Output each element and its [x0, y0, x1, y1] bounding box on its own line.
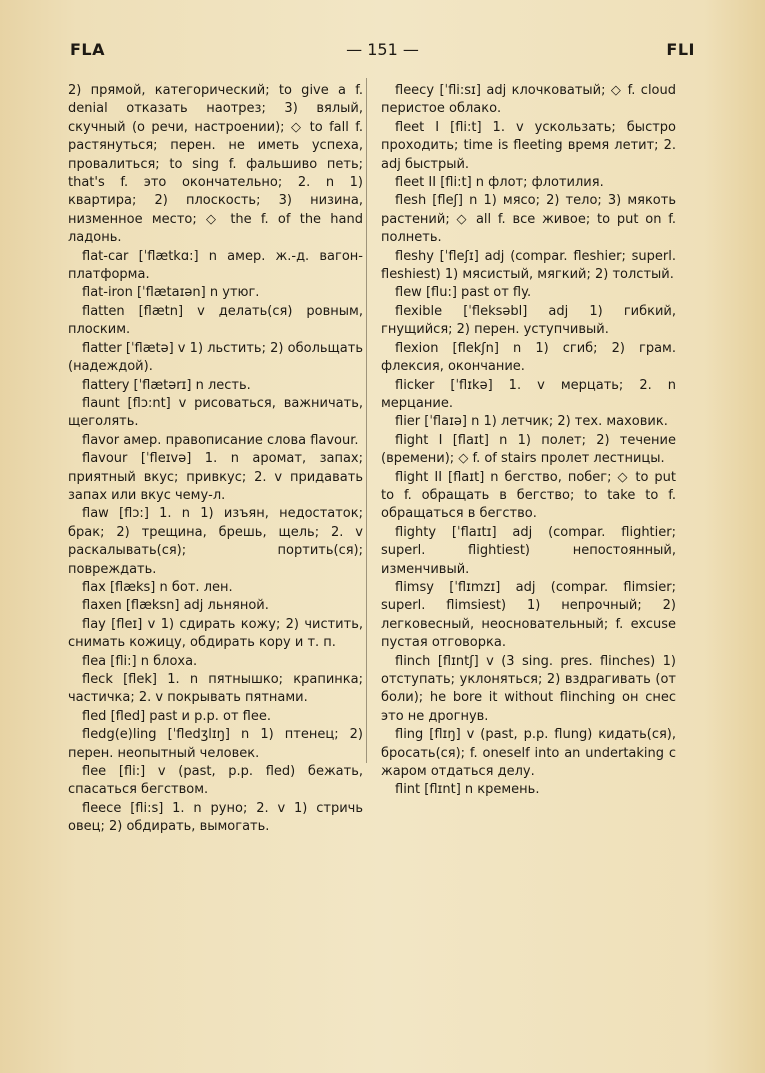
dictionary-entry: fled [fled] past и p.p. от flee.: [82, 708, 271, 724]
dictionary-entry: flaunt [flɔ:nt] v рисоваться, важничать, щеголять.: [68, 395, 363, 430]
dictionary-entry: flax [flæks] n бот. лен.: [82, 579, 233, 595]
left-column: [68, 82, 363, 837]
dictionary-entry: flatten [flætn] v делать(ся) ровным, плоским.: [68, 303, 363, 338]
dictionary-entry: 2) прямой, категорический; to give a f. denial отказать наотрез; 3) вялый, скучный (о речи, настроении); ◇ to fall f. растянуться; перен. не иметь успеха, провалиться; to sing f. фальшиво петь; that's f. это окончательно; 2. n 1) квартира; 2) плоскость; 3) низина, низменное место; ◇ the f. of the hand ладонь.: [68, 83, 363, 246]
dictionary-entry: flat-car [ˈflætkɑ:] n амер. ж.-д. вагон-платформа.: [68, 248, 363, 283]
dictionary-entry: flatter [ˈflætə] v 1) льстить; 2) обольщать (надеждой).: [68, 340, 363, 375]
dictionary-entry: flaw [flɔ:] 1. n 1) изъян, недостаток; брак; 2) трещина, брешь, щель; 2. v раскалывать(ся); портить(ся); повреждать.: [68, 506, 363, 577]
header-right-guideword: FLI: [666, 40, 695, 59]
dictionary-entry: flay [fleɪ] v 1) сдирать кожу; 2) чистить, снимать кожицу, обдирать кору и т. п.: [68, 616, 363, 651]
dictionary-entry: fleck [flek] 1. n пятнышко; крапинка; частичка; 2. v покрывать пятнами.: [68, 672, 363, 706]
dictionary-entry: fleet II [fli:t] n флот; флотилия.: [395, 175, 604, 191]
column-divider: [366, 78, 367, 763]
right-column: [381, 82, 676, 800]
dictionary-entry: fledg(e)ling [ˈfledʒlɪŋ] n 1) птенец; 2) перен. неопытный человек.: [68, 727, 363, 761]
dictionary-entry: flimsy [ˈflɪmzɪ] adj (compar. flimsier; superl. flimsiest) 1) непрочный; 2) легковесный, неосновательный; f. excuse пустая отговорка.: [381, 579, 676, 651]
header-left-guideword: FLA: [70, 40, 106, 59]
dictionary-entry: fleecy [ˈfli:sɪ] adj клочковатый; ◇ f. cloud перистое облако.: [381, 83, 676, 117]
dictionary-entry: flint [flɪnt] n кремень.: [395, 782, 540, 798]
dictionary-entry: flew [flu:] past от fly.: [395, 285, 532, 301]
dictionary-entry: flesh [fleʃ] n 1) мясо; 2) тело; 3) мякоть растений; ◇ all f. все живое; to put on f. полнеть.: [381, 193, 676, 246]
dictionary-entry: fleet I [fli:t] 1. v ускользать; быстро проходить; time is fleeting время летит; 2. adj быстрый.: [381, 119, 676, 172]
dictionary-entry: flee [fli:] v (past, p.p. fled) бежать, спасаться бегством.: [68, 764, 363, 798]
dictionary-entry: flaxen [flæksn] adj льняной.: [82, 598, 269, 614]
dictionary-entry: flight I [flaɪt] n 1) полет; 2) течение (времени); ◇ f. of stairs пролет лестницы.: [381, 432, 676, 467]
dictionary-entry: flat-iron [ˈflætaɪən] n утюг.: [82, 285, 260, 301]
dictionary-entry: fling [flɪŋ] v (past, p.p. flung) кидать(ся), бросать(ся); f. oneself into an undertaking с жаром отдаться делу.: [381, 727, 676, 780]
page-number: — 151 —: [346, 40, 419, 59]
dictionary-entry: flexible [ˈfleksəbl] adj 1) гибкий, гнущийся; 2) перен. уступчивый.: [381, 303, 676, 338]
dictionary-entry: flattery [ˈflætərɪ] n лесть.: [82, 377, 251, 393]
dictionary-entry: flexion [flekʃn] n 1) сгиб; 2) грам. флексия, окончание.: [381, 340, 676, 375]
dictionary-entry: flavour [ˈfleɪvə] 1. n аромат, запах; приятный вкус; привкус; 2. v придавать запах или вкус чему-л.: [68, 451, 363, 503]
dictionary-entry: flinch [flɪntʃ] v (3 sing. pres. flinches) 1) отступать; уклоняться; 2) вздрагивать (от боли); he bore it without flinching он снес это не дрогнув.: [381, 653, 676, 724]
dictionary-entry: flighty [ˈflaɪtɪ] adj (compar. flightier; superl. flightiest) непостоянный, изменчивый.: [381, 524, 676, 577]
dictionary-entry: flea [fli:] n блоха.: [82, 653, 198, 669]
page-header: [70, 40, 695, 64]
dictionary-entry: flier [ˈflaɪə] n 1) летчик; 2) тех. маховик.: [395, 414, 668, 430]
dictionary-entry: fleece [fli:s] 1. n руно; 2. v 1) стричь овец; 2) обдирать, вымогать.: [68, 800, 363, 835]
dictionary-entry: flight II [flaɪt] n бегство, побег; ◇ to put to f. обращать в бегство; to take to f. обращаться в бегство.: [381, 469, 676, 522]
dictionary-entry: fleshy [ˈfleʃɪ] adj (compar. fleshier; superl. fleshiest) 1) мясистый, мягкий; 2) толстый.: [381, 248, 676, 283]
dictionary-entry: flicker [ˈflɪkə] 1. v мерцать; 2. n мерцание.: [381, 377, 676, 411]
dictionary-entry: flavor амер. правописание слова flavour.: [82, 432, 359, 448]
